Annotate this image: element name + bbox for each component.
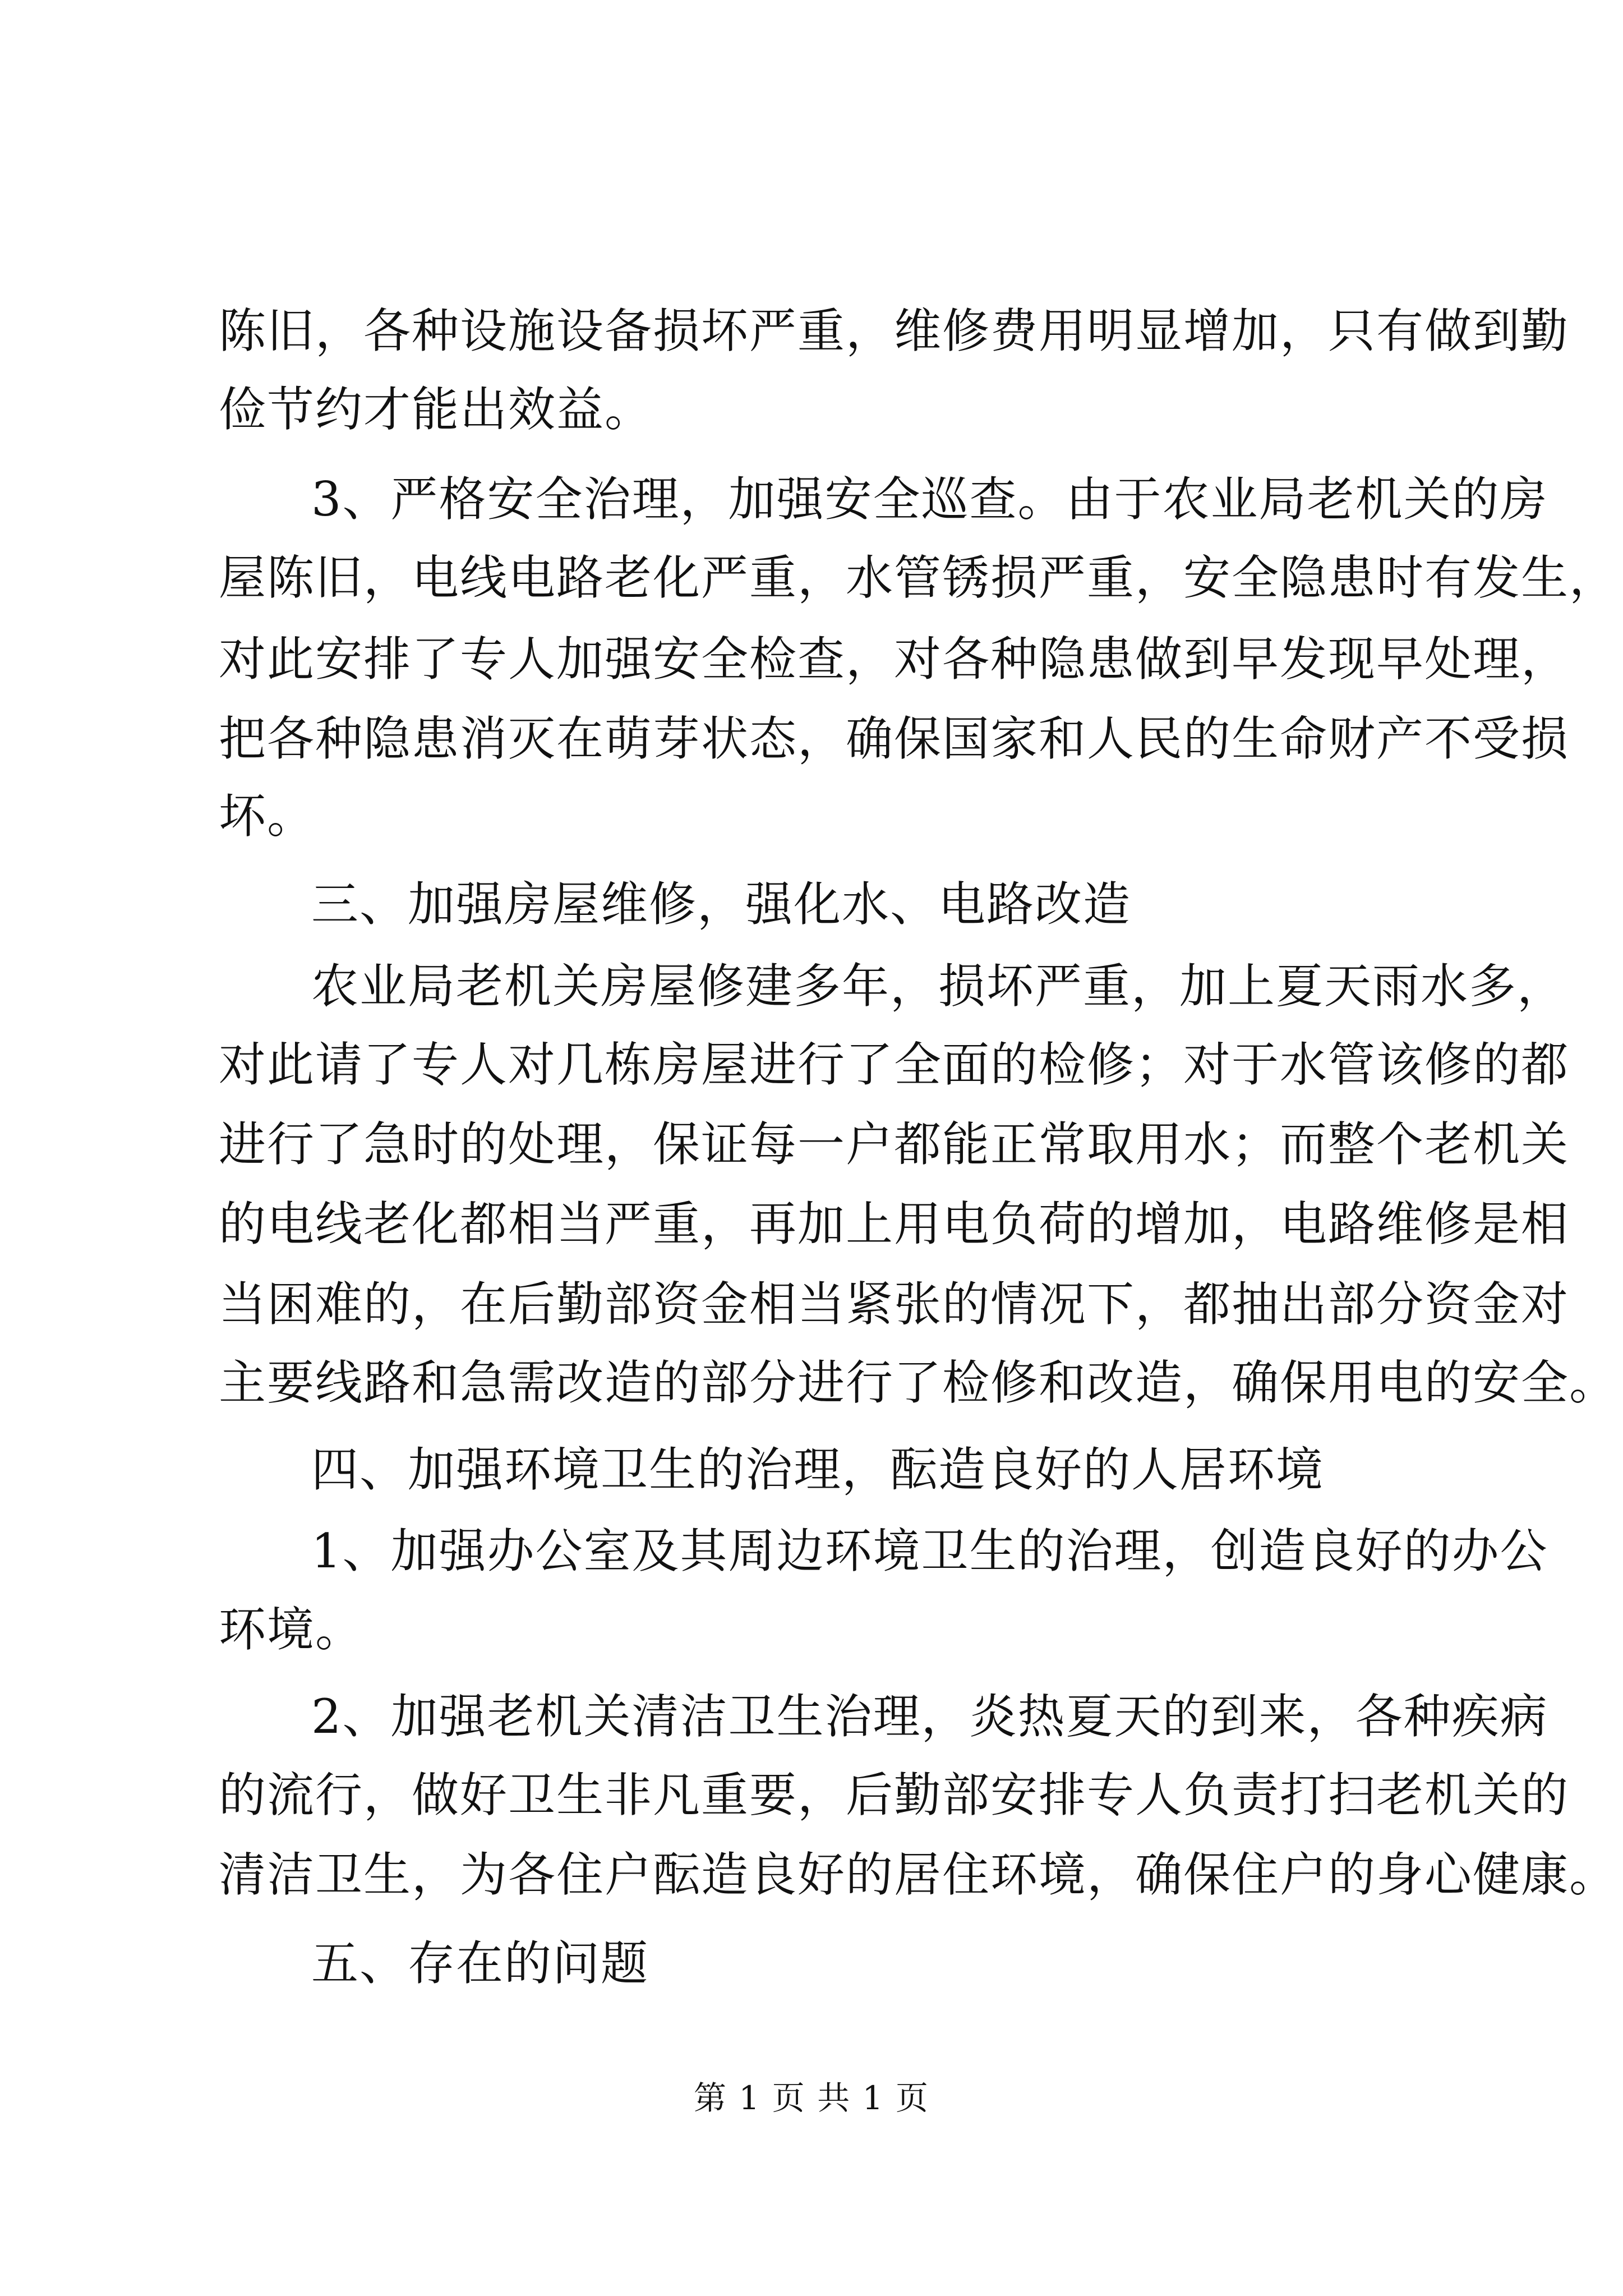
text-line-6: 把各种隐患消灭在萌芽状态，确保国家和人民的生命财产不受损 xyxy=(219,711,1570,766)
text-line-12: 的电线老化都相当严重，再加上用电负荷的增加，电路维修是相 xyxy=(219,1197,1570,1251)
section-heading-3: 三、加强房屋维修，强化水、电路改造 xyxy=(311,877,1132,932)
page-footer: 第 1 页 共 1 页 xyxy=(694,2079,929,2117)
text-line-2: 俭节约才能出效益。 xyxy=(219,382,653,437)
text-line-4: 屋陈旧，电线电路老化严重，水管锈损严重，安全隐患时有发生， xyxy=(219,550,1618,605)
text-line-17: 环境。 xyxy=(219,1602,364,1657)
text-line-13: 当困难的，在后勤部资金相当紧张的情况下，都抽出部分资金对 xyxy=(219,1277,1570,1332)
text-line-5: 对此安排了专人加强安全检查，对各种隐患做到早发现早处理， xyxy=(219,632,1570,687)
text-line-19: 的流行，做好卫生非凡重要，后勤部安排专人负责打扫老机关的 xyxy=(219,1768,1570,1823)
text-line-10: 对此请了专人对几栋房屋进行了全面的检修；对于水管该修的都 xyxy=(219,1037,1570,1092)
section-heading-4: 四、加强环境卫生的治理，酝造良好的人居环境 xyxy=(311,1442,1325,1497)
text-line-14: 主要线路和急需改造的部分进行了检修和改造，确保用电的安全。 xyxy=(219,1355,1618,1410)
text-line-3: 3、严格安全治理，加强安全巡查。由于农业局老机关的房 xyxy=(311,472,1548,527)
text-line-11: 进行了急时的处理，保证每一户都能正常取用水；而整个老机关 xyxy=(219,1117,1570,1172)
section-heading-5: 五、存在的问题 xyxy=(311,1936,649,1991)
text-line-18: 2、加强老机关清洁卫生治理，炎热夏天的到来，各种疾病 xyxy=(311,1689,1548,1744)
text-line-20: 清洁卫生，为各住户酝造良好的居住环境，确保住户的身心健康。 xyxy=(219,1847,1618,1902)
text-line-16: 1、加强办公室及其周边环境卫生的治理，创造良好的办公 xyxy=(311,1524,1548,1579)
text-line-9: 农业局老机关房屋修建多年，损坏严重，加上夏天雨水多， xyxy=(311,959,1566,1014)
text-line-1: 陈旧，各种设施设备损坏严重，维修费用明显增加，只有做到勤 xyxy=(219,303,1570,358)
text-line-7: 坏。 xyxy=(219,789,316,844)
